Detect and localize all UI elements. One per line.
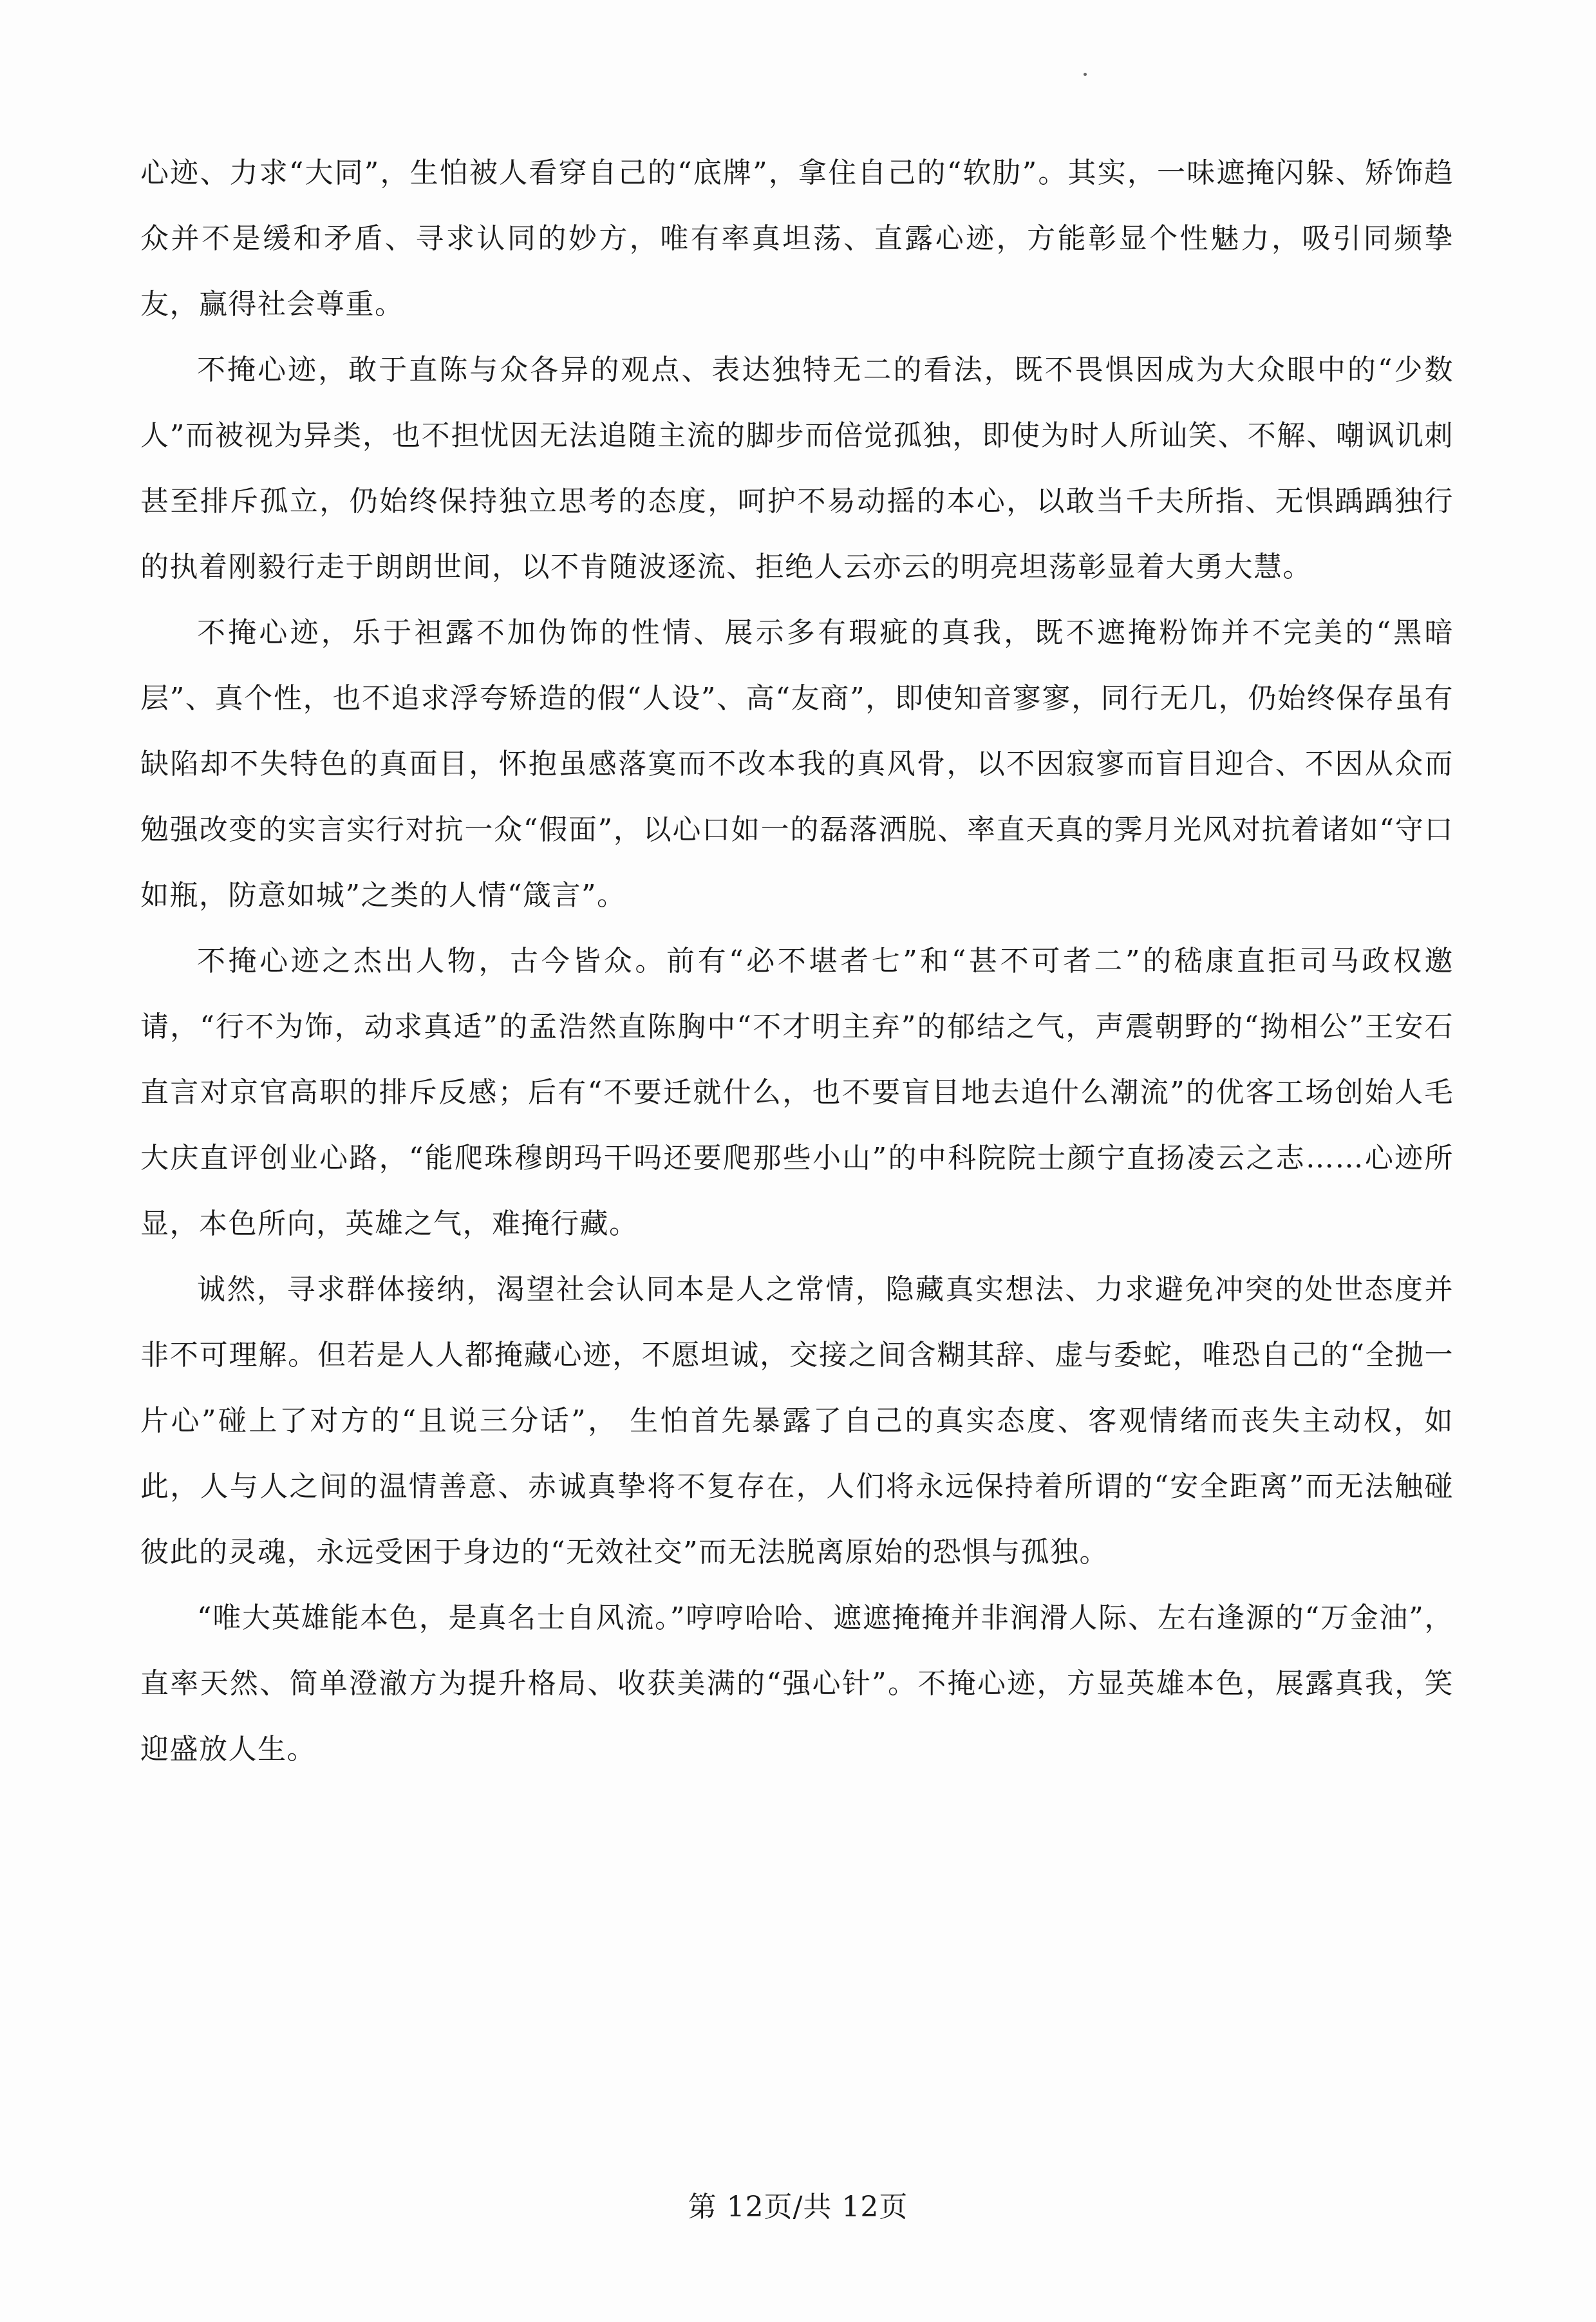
paragraph-conclusion: “唯大英雄能本色，是真名士自风流。”哼哼哈哈、遮遮掩掩并非润滑人际、左右逢源的“万金油”，直率天然、简单澄澈方为提升格局、收获美满的“强心针”。不掩心迹，方显英雄本色，展露真我，笑迎盛放人生。 (140, 1601, 1454, 1766)
paragraph-historical-figures: 不掩心迹之杰出人物，古今皆众。前有“必不堪者七”和“甚不可者二”的嵇康直拒司马政权邀请，“行不为饰，动求真适”的孟浩然直陈胸中“不才明主弃”的郁结之气，声震朝野的“拗相公”王安石直言对京官高职的排斥反感；后有“不要迁就什么，也不要盲目地去追什么潮流”的优客工场创始人毛大庆直评创业心路，“能爬珠穆朗玛干吗还要爬那些小山”的中科院院士颜宁直扬凌云之志……心迹所显，本色所向，英雄之气，难掩行藏。 (140, 945, 1454, 1240)
paragraph-true-self: 不掩心迹，乐于袒露不加伪饰的性情、展示多有瑕疵的真我，既不遮掩粉饰并不完美的“黑暗层”、真个性，也不追求浮夸矫造的假“人设”、高“友商”，即使知音寥寥，同行无几，仍始终保存虽有缺陷却不失特色的真面目，怀抱虽感落寞而不改本我的真风骨，以不因寂寥而盲目迎合、不因从众而勉强改变的实言实行对抗一众“假面”，以心口如一的磊落洒脱、率直天真的霁月光风对抗着诸如“守口如瓶，防意如城”之类的人情“箴言”。 (140, 616, 1454, 912)
paragraph-independent-views: 不掩心迹，敢于直陈与众各异的观点、表达独特无二的看法，既不畏惧因成为大众眼中的“少数人”而被视为异类，也不担忧因无法追随主流的脚步而倍觉孤独，即使为时人所讪笑、不解、嘲讽讥刺甚至排斥孤立，仍始终保持独立思考的态度，呵护不易动摇的本心，以敢当千夫所指、无惧踽踽独行的执着刚毅行走于朗朗世间，以不肯随波逐流、拒绝人云亦云的明亮坦荡彰显着大勇大慧。 (140, 354, 1454, 583)
essay-body (140, 140, 1454, 1782)
scan-speck (1084, 73, 1087, 76)
paragraph-continuation: 心迹、力求“大同”，生怕被人看穿自己的“底牌”，拿住自己的“软肋”。其实，一味遮掩闪躲、矫饰趋众并不是缓和矛盾、寻求认同的妙方，唯有率真坦荡、直露心迹，方能彰显个性魅力，吸引同频挚友，赢得社会尊重。 (140, 156, 1454, 321)
page-number-footer: 第 12页/共 12页 (688, 2191, 908, 2223)
paragraph-social-acceptance: 诚然，寻求群体接纳，渴望社会认同本是人之常情，隐藏真实想法、力求避免冲突的处世态度并非不可理解。但若是人人都掩藏心迹，不愿坦诚，交接之间含糊其辞、虚与委蛇，唯恐自己的“全抛一片心”碰上了对方的“且说三分话”， 生怕首先暴露了自己的真实态度、客观情绪而丧失主动权，如此，人与人之间的温情善意、赤诚真挚将不复存在，人们将永远保持着所谓的“安全距离”而无法触碰彼此的灵魂，永远受困于身边的“无效社交”而无法脱离原始的恐惧与孤独。 (140, 1273, 1454, 1569)
